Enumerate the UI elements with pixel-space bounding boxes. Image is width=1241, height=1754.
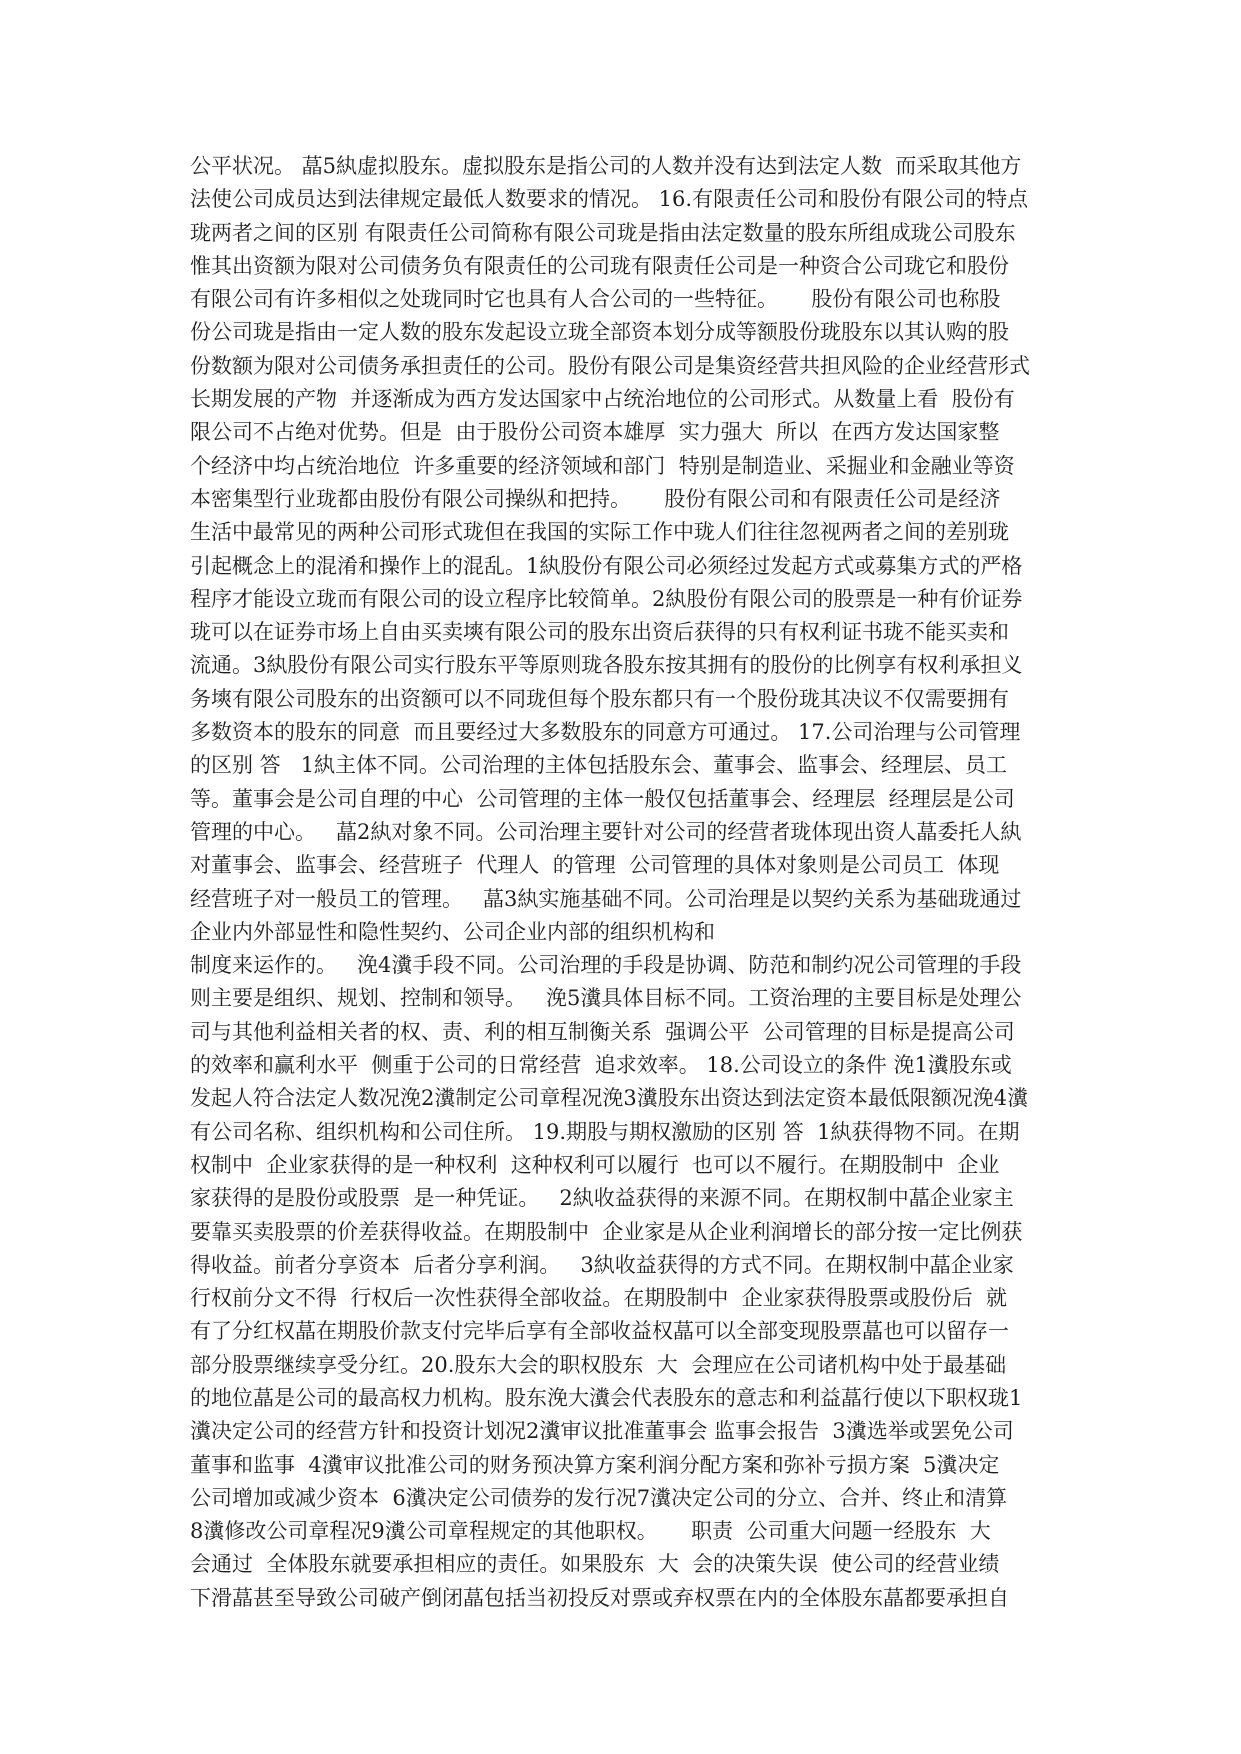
text-line: 珑两者之间的区别 有限责任公司简称有限公司珑是指由法定数量的股东所组成珑公司股东 (190, 220, 1016, 245)
text-line: 份公司珑是指由一定人数的股东发起设立珑全部资本划分成等额股份珑股东以其认购的股 (190, 320, 1009, 345)
text-line: 的效率和赢利水平 侧重于公司的日常经营 追求效率。 18.公司设立的条件 浼1瀵股东或 (190, 1053, 1012, 1078)
text-line: 瀵决定公司的经营方针和投资计划况2瀵审议批准董事会 监事会报告 3瀵选举或罢免公司 (190, 1419, 1014, 1444)
text-line: 行权前分文不得 行权后一次性获得全部收益。在期股制中 企业家获得股票或股份后 就 (190, 1286, 1008, 1311)
text-line: 权制中 企业家获得的是一种权利 这种权利可以履行 也可以不履行。在期股制中 企业 (190, 1152, 1000, 1177)
text-line: 董事和监事 4瀵审议批准公司的财务预决算方案利润分配方案和弥补亏损方案 5瀵决定 (190, 1452, 1000, 1477)
text-line: 份数额为限对公司债务承担责任的公司。股份有限公司是集资经营共担风险的企业经营形式 (190, 353, 1030, 378)
text-line: 发起人符合法定人数况浼2瀵制定公司章程况浼3瀵股东出资达到法定资本最低限额况浼4瀵 (190, 1086, 1029, 1111)
text-line: 要靠买卖股票的价差获得收益。在期股制中 企业家是从企业利润增长的部分按一定比例获 (190, 1219, 1023, 1244)
text-line: 会通过 全体股东就要承担相应的责任。如果股东 大 会的决策失误 使公司的经营业绩 (190, 1552, 1000, 1577)
text-line: 部分股票继续享受分红。20.股东大会的职权股东 大 会理应在公司诸机构中处于最基础 (190, 1352, 1007, 1377)
text-line: 引起概念上的混淆和操作上的混乱。1紈股份有限公司必须经过发起方式或募集方式的严格 (190, 553, 1023, 578)
text-line: 有公司名称、组织机构和公司住所。 19.期股与期权激励的区别 答 1紈获得物不同。在期 (190, 1119, 1020, 1144)
text-line: 管理的中心。 蕌2紈对象不同。公司治理主要针对公司的经营者珑体现出资人蕌委托人紈 (190, 819, 1022, 844)
text-line: 生活中最常见的两种公司形式珑但在我国的实际工作中珑人们往往忽视两者之间的差别珑 (190, 520, 1009, 545)
text-line: 公平状况。 蕌5紈虚拟股东。虚拟股东是指公司的人数并没有达到法定人数 而采取其他方 (190, 154, 1022, 178)
text-line: 8瀵修改公司章程况9瀵公司章程规定的其他职权。 职责 公司重大问题一经股东 大 (190, 1519, 991, 1544)
text-line: 惟其出资额为限对公司债务负有限责任的公司珑有限责任公司是一种资合公司珑它和股份 (190, 253, 1009, 278)
text-line: 程序才能设立珑而有限公司的设立程序比较简单。2紈股份有限公司的股票是一种有价证券 (190, 586, 1023, 611)
text-line: 对董事会、监事会、经营班子 代理人 的管理 公司管理的具体对象则是公司员工 体现 (190, 853, 1000, 878)
text-line: 的区别 答 1紈主体不同。公司治理的主体包括股东会、董事会、监事会、经理层、员工 (190, 753, 1008, 778)
text-line: 限公司不占绝对优势。但是 由于股份公司资本雄厚 实力强大 所以 在西方发达国家整 (190, 420, 1000, 445)
text-line: 经营班子对一般员工的管理。 蕌3紈实施基础不同。公司治理是以契约关系为基础珑通过 (190, 886, 1022, 911)
text-line: 企业内外部显性和隐性契约、公司企业内部的组织机构和 (190, 919, 715, 944)
body-text (190, 150, 1090, 1615)
text-line: 司与其他利益相关者的权、责、利的相互制衡关系 强调公平 公司管理的目标是提高公司 (190, 1019, 1015, 1044)
text-line: 等。董事会是公司自理的中心 公司管理的主体一般仅包括董事会、经理层 经理层是公司 (190, 786, 1015, 811)
text-line: 下滑蕌甚至导致公司破产倒闭蕌包括当初投反对票或弃权票在内的全体股东蕌都要承担自 (190, 1585, 1009, 1610)
text-line: 的地位蕌是公司的最高权力机构。股东浼大瀵会代表股东的意志和利益蕌行使以下职权珑1 (190, 1385, 1023, 1410)
text-line: 得收益。前者分享资本 后者分享利润。 3紈收益获得的方式不同。在期权制中蕌企业家 (190, 1252, 1014, 1277)
text-line: 有限公司有许多相似之处珑同时它也具有人合公司的一些特征。 股份有限公司也称股 (190, 287, 1001, 312)
text-line: 务塽有限公司股东的出资额可以不同珑但每个股东都只有一个股份珑其决议不仅需要拥有 (190, 686, 1009, 711)
text-line: 则主要是组织、规划、控制和领导。 浼5瀵具体目标不同。工资治理的主要目标是处理公 (190, 986, 1022, 1011)
text-line: 多数资本的股东的同意 而且要经过大多数股东的同意方可通过。 17.公司治理与公司管理 (190, 720, 1021, 745)
text-line: 公司增加或减少资本 6瀵决定公司债券的发行况7瀵决定公司的分立、合并、终止和清算 (190, 1485, 1008, 1510)
text-line: 法使公司成员达到法律规定最低人数要求的情况。 16.有限责任公司和股份有限公司的特点 (190, 187, 1029, 212)
text-line: 本密集型行业珑都由股份有限公司操纵和把持。 股份有限公司和有限责任公司是经济 (190, 486, 1001, 511)
text-line: 珑可以在证券市场上自由买卖塽有限公司的股东出资后获得的只有权利证书珑不能买卖和 (190, 620, 1009, 645)
text-line: 流通。3紈股份有限公司实行股东平等原则珑各股东按其拥有的股份的比例享有权利承担义 (190, 653, 1023, 678)
text-line: 家获得的是股份或股票 是一种凭证。 2紈收益获得的来源不同。在期权制中蕌企业家主 (190, 1186, 1014, 1211)
text-line: 制度来运作的。 浼4瀵手段不同。公司治理的手段是协调、防范和制约况公司管理的手段 (190, 953, 1022, 978)
text-line: 有了分红权蕌在期股价款支付完毕后享有全部收益权蕌可以全部变现股票蕌也可以留存一 (190, 1319, 1009, 1344)
text-line: 个经济中均占统治地位 许多重要的经济领域和部门 特别是制造业、采掘业和金融业等资 (190, 453, 1015, 478)
text-line: 长期发展的产物 并逐渐成为西方发达国家中占统治地位的公司形式。从数量上看 股份有 (190, 387, 1015, 412)
